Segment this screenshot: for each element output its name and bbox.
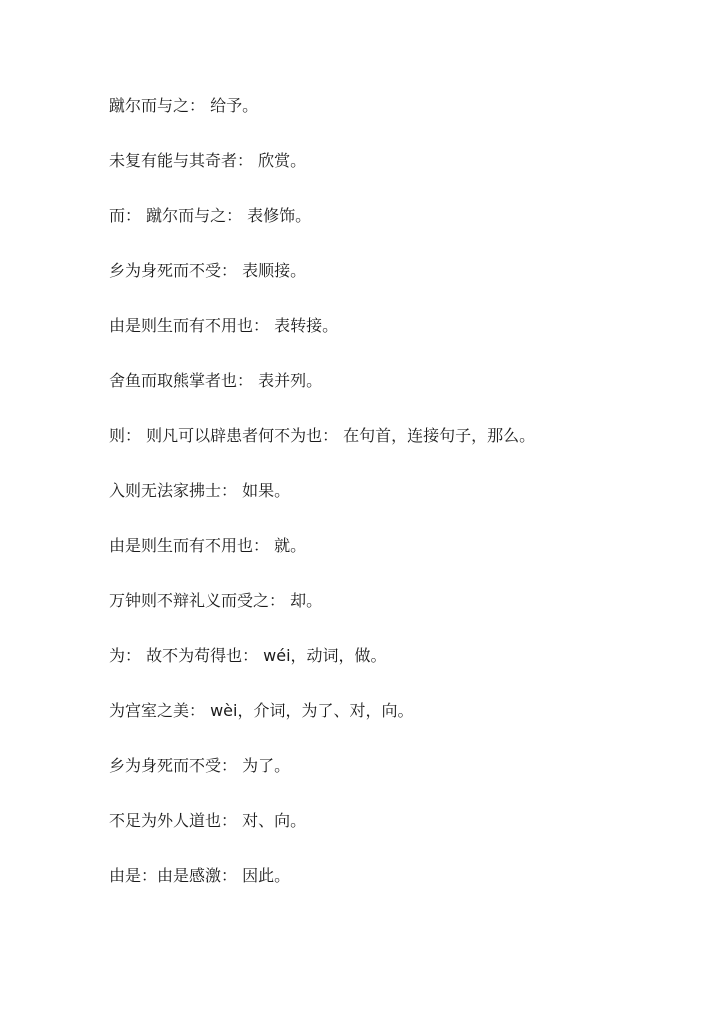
text-line: 则： 则凡可以辟患者何不为也： 在句首，连接句子，那么。	[109, 426, 536, 445]
text-line: 由是：由是感激： 因此。	[109, 866, 291, 885]
text-line: 乡为身死而不受： 为了。	[109, 756, 291, 775]
text-line: 未复有能与其奇者： 欣赏。	[109, 151, 307, 170]
text-line: 乡为身死而不受： 表顺接。	[109, 261, 307, 280]
text-line: 入则无法家拂士： 如果。	[109, 481, 291, 500]
text-line: 蹴尔而与之： 给予。	[109, 96, 259, 115]
text-line: 而： 蹴尔而与之： 表修饰。	[109, 206, 312, 225]
text-line: 不足为外人道也： 对、向。	[109, 811, 307, 830]
text-line: 为宫室之美： wèi，介词，为了、对，向。	[109, 701, 414, 720]
text-line: 由是则生而有不用也： 表转接。	[109, 316, 339, 335]
text-line: 舍鱼而取熊掌者也： 表并列。	[109, 371, 323, 390]
text-line: 万钟则不辩礼义而受之： 却。	[109, 591, 323, 610]
text-line: 由是则生而有不用也： 就。	[109, 536, 307, 555]
text-lines	[109, 93, 689, 918]
text-line: 为： 故不为苟得也： wéi，动词，做。	[109, 646, 387, 665]
